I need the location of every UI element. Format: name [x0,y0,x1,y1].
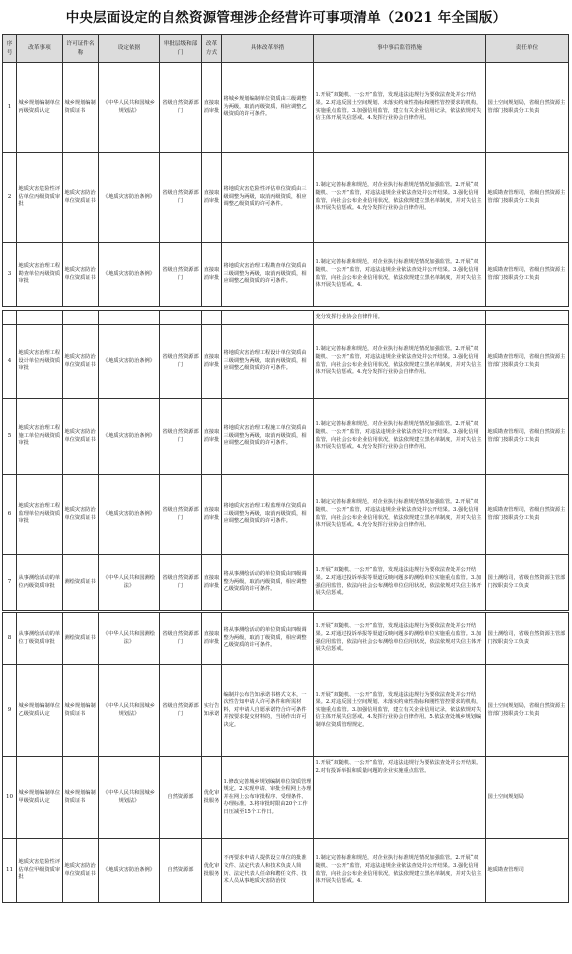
responsible-unit: 地质勘查管理司，省级自然资源主管部门按职责分工负责 [486,475,569,555]
reform-item: 从事测绘活动的单位丙级资质审批 [17,555,63,611]
header-no: 序号 [3,35,17,63]
reform-mode: 优化审批服务 [202,839,222,903]
supervision-measures: 1.制定完善标准和规范，对企业执行标准规范情况加强监管。2.开展“双随机、一公开”监管，对违法违规企业依法查处并公开结果。3.强化信用监管，向社会公布企业信用状况，依法依规建立黑名单制度，并对失信主体开展失信惩戒。4.充分发挥行业协会自律作用。 [314,475,486,555]
reform-measure: 编制并公布告知承诺书格式文本，一次性告知申请人许可条件和所需材料，对申请人自愿承诺符合许可条件并按要求提交材料的，当场作出许可决定。 [222,665,314,757]
legal-basis: 《中华人民共和国测绘法》 [99,555,160,611]
row-number: 11 [3,839,17,903]
supervision-measures: 1.制定完善标准和规范，对企业执行标准规范情况加强监管。2.开展“双随机、一公开”监管，对违法违规企业依法查处并公开结果。3.强化信用监管，向社会公布企业信用状况，依法依规建立黑名单制度，并对失信主体开展失信惩戒。4.充分发挥行业协会自律作用。 [314,153,486,243]
reform-mode: 直接取消审批 [202,243,222,307]
legal-basis: 《中华人民共和国城乡规划法》 [99,757,160,839]
header-item: 改革事项 [17,35,63,63]
table-row [3,665,569,757]
reform-measure: 不再要求申请人提供设立单位的批准文件、法定代表人和技术负责人简历、法定代表人任命和聘任文件、技术人员从事地质灾害防治技 [222,839,314,903]
responsible-unit: 地质勘查管理司，省级自然资源主管部门按职责分工负责 [486,399,569,475]
reform-mode: 直接取消审批 [202,63,222,153]
legal-basis: 《中华人民共和国城乡规划法》 [99,665,160,757]
reform-measure: 将从事测绘活动的单位资质由四级调整为两级，取消丙级资质，相应调整乙级资质的许可条件。 [222,555,314,611]
responsible-unit: 国土测绘司，省级自然资源主管部门按职责分工负责 [486,555,569,611]
reform-measure: 将城乡规划编制单位资质由三级调整为两级，取消丙级资质，相应调整乙级资质的许可条件。 [222,63,314,153]
header-supervise: 事中事后监管措施 [314,35,486,63]
approval-level: 省级自然资源部门 [160,475,202,555]
license-name: 测绘资质证书 [63,555,99,611]
reform-mode: 直接取消审批 [202,613,222,665]
approval-level: 省级自然资源部门 [160,243,202,307]
reform-measure: 将地质灾害治理工程勘查单位资质由三级调整为两级，取消丙级资质，相应调整乙级资质的许可条件。 [222,243,314,307]
table-row [3,613,569,665]
header-mode: 改革方式 [202,35,222,63]
approval-level: 省级自然资源部门 [160,613,202,665]
responsible-unit: 地质勘查管理司 [486,839,569,903]
supervision-measures: 1.开展“双随机、一公开”监管，发现违法违规行为要依法查处并公开结果。2.对通过投诉举报等渠道反映问题多的测绘单位实施重点监管。3.加强信用监管，依法向社会公布测绘单位信用状况，依法依规对失信主体开展失信惩戒。 [314,555,486,611]
table-row [3,839,569,903]
legal-basis: 《地质灾害防治条例》 [99,839,160,903]
reform-measure: 将地质灾害危险性评估单位资质由三级调整为两级，取消丙级资质，相应调整乙级资质的许可条件。 [222,153,314,243]
legal-basis: 《中华人民共和国测绘法》 [99,613,160,665]
reform-mode: 直接取消审批 [202,399,222,475]
responsible-unit: 地质勘查管理司，省级自然资源主管部门按职责分工负责 [486,243,569,307]
reform-item: 地质灾害治理工程设计单位丙级资质审批 [17,325,63,399]
header-unit: 责任单位 [486,35,569,63]
license-name: 城乡规划编制资质证书 [63,665,99,757]
reform-item: 从事测绘活动的单位丁级资质审批 [17,613,63,665]
license-name: 城乡规划编制资质证书 [63,757,99,839]
table-row [3,63,569,153]
reform-measure: 将地质灾害治理工程监理单位资质由三级调整为两级，取消丙级资质，相应调整乙级资质的许可条件。 [222,475,314,555]
license-name: 城乡规划编制资质证书 [63,63,99,153]
permit-table-section-1 [2,34,569,307]
reform-item: 城乡规划编制单位甲级资质认定 [17,757,63,839]
supervision-measures: 1.开展“双随机、一公开”监管，发现违法违规行为要依法查处并公开结果。2.对违反国土空间规划、未落实约束性指标和刚性管控要求的机构，实施重点监管。3.加强信用监管，建立有关企业信用记录，依法依规对失信主体开展失信惩戒。4.发挥行业协会自律作用。 [314,63,486,153]
row-number: 4 [3,325,17,399]
license-name: 地质灾害防治单位资质证书 [63,399,99,475]
license-name: 地质灾害防治单位资质证书 [63,243,99,307]
reform-item: 地质灾害危险性评估单位丙级资质审批 [17,153,63,243]
supervision-measures: 1.开展“双随机、一公开”监管，对违法违规行为要依法查处并公开结果。2.对有投诉举报和质量问题的企业实施重点监管。 [314,757,486,839]
responsible-unit: 地质勘查管理司，省级自然资源主管部门按职责分工负责 [486,153,569,243]
legal-basis: 《地质灾害防治条例》 [99,399,160,475]
reform-item: 地质灾害治理工程监理单位丙级资质审批 [17,475,63,555]
approval-level: 省级自然资源部门 [160,63,202,153]
responsible-unit: 国土空间规划局，省级自然资源主管部门按职责分工负责 [486,63,569,153]
license-name: 测绘资质证书 [63,613,99,665]
responsible-unit: 国土空间规划局 [486,757,569,839]
reform-measure: 将从事测绘活动的单位资质由四级调整为两级，取消丁级资质，相应调整乙级资质的许可条件。 [222,613,314,665]
approval-level: 自然资源部 [160,839,202,903]
table-row [3,475,569,555]
row-number: 10 [3,757,17,839]
table-row [3,399,569,475]
header-license: 许可证件名称 [63,35,99,63]
approval-level: 自然资源部 [160,757,202,839]
license-name: 地质灾害防治单位资质证书 [63,475,99,555]
responsible-unit: 国土测绘司，省级自然资源主管部门按职责分工负责 [486,613,569,665]
license-name: 地质灾害防治单位资质证书 [63,839,99,903]
supervision-measures: 1.开展“双随机、一公开”监管，发现违法违规行为要依法查处并公开结果。2.对通过投诉举报等渠道反映问题多的测绘单位实施重点监管。3.加强信用监管，依法向社会公布测绘单位信用状况，依法依规对失信主体开展失信惩戒。 [314,613,486,665]
reform-item: 地质灾害治理工程勘查单位丙级资质审批 [17,243,63,307]
table-row [3,153,569,243]
row-number: 6 [3,475,17,555]
supervision-measures: 1.开展“双随机、一公开”监管，发现违法违规行为要依法查处并公开结果。2.对违反国土空间规划、未落实约束性指标和刚性管控要求的机构，实施重点监管。3.加强信用监管，建立有关企业信用记录，依法依规对失信主体开展失信惩戒。4.发挥行业协会自律作用。5.依法查处城乡规划编制单位资质管理规定。 [314,665,486,757]
header-measure: 具体改革举措 [222,35,314,63]
approval-level: 省级自然资源部门 [160,555,202,611]
license-name: 地质灾害防治单位资质证书 [63,325,99,399]
permit-table-section-3 [2,612,569,903]
row-number: 9 [3,665,17,757]
supervision-measures: 1.制定完善标准和规范，对企业执行标准规范情况加强监管。2.开展“双随机、一公开”监管，对违法违规企业依法查处并公开结果。3.强化信用监管，向社会公布企业信用状况，依法依规建立黑名单制度，并对失信主体开展失信惩戒。4.充分发挥行业协会自律作用。 [314,325,486,399]
table-row [3,243,569,307]
continuation-row [3,311,569,325]
approval-level: 省级自然资源部门 [160,399,202,475]
reform-item: 城乡规划编制单位乙级资质认定 [17,665,63,757]
header-level: 审批层级和部门 [160,35,202,63]
license-name: 地质灾害防治单位资质证书 [63,153,99,243]
row-number: 5 [3,399,17,475]
table-row [3,757,569,839]
continuation-text: 充分发挥行业协会自律作用。 [314,311,486,325]
reform-mode: 优化审批服务 [202,757,222,839]
header-basis: 设定依据 [99,35,160,63]
legal-basis: 《地质灾害防治条例》 [99,475,160,555]
supervision-measures: 1.制定完善标准和规范，对企业执行标准规范情况加强监管。2.开展“双随机、一公开”监管，对违法违规企业依法查处并公开结果。3.强化信用监管，向社会公布企业信用状况，依法依规建立黑名单制度，并对失信主体开展失信惩戒。4.充分发挥行业协会自律作用。 [314,399,486,475]
reform-measure: 将地质灾害治理工程设计单位资质由三级调整为两级，取消丙级资质，相应调整乙级资质的许可条件。 [222,325,314,399]
reform-item: 城乡规划编制单位丙级资质认定 [17,63,63,153]
reform-item: 地质灾害危险性评估单位甲级资质审批 [17,839,63,903]
reform-mode: 直接取消审批 [202,325,222,399]
supervision-measures: 1.制定完善标准和规范，对企业执行标准规范情况加强监管。2.开展“双随机、一公开”监管，对违法违规企业依法查处并公开结果。3.强化信用监管，向社会公布企业信用状况，依法依规建立黑名单制度，并对失信主体开展失信惩戒。4. [314,839,486,903]
approval-level: 省级自然资源部门 [160,325,202,399]
reform-measure: 将地质灾害治理工程施工单位资质由三级调整为两级，取消丙级资质，相应调整乙级资质的许可条件。 [222,399,314,475]
reform-mode: 直接取消审批 [202,475,222,555]
row-number: 7 [3,555,17,611]
table-header-row [3,35,569,63]
legal-basis: 《中华人民共和国城乡规划法》 [99,63,160,153]
approval-level: 省级自然资源部门 [160,153,202,243]
legal-basis: 《地质灾害防治条例》 [99,243,160,307]
page-title: 中央层面设定的自然资源管理涉企经营许可事项清单（2021 年全国版） [65,10,507,26]
row-number: 2 [3,153,17,243]
row-number: 1 [3,63,17,153]
approval-level: 省级自然资源部门 [160,665,202,757]
table-row [3,555,569,611]
reform-measure: 1.修改完善城乡规划编制单位资质管理规定。2.实现申请、审批全程网上办理并在网上公布审批程序、受理条件、办理标准。3.将审批时限由20个工作日压减至15个工作日。 [222,757,314,839]
reform-item: 地质灾害治理工程施工单位丙级资质审批 [17,399,63,475]
supervision-measures: 1.制定完善标准和规范，对企业执行标准规范情况加强监管。2.开展“双随机、一公开”监管，对违法违规企业依法查处并公开结果。3.强化信用监管，向社会公布企业信用状况，依法依规建立黑名单制度，并对失信主体开展失信惩戒。4. [314,243,486,307]
row-number: 3 [3,243,17,307]
row-number: 8 [3,613,17,665]
reform-mode: 直接取消审批 [202,153,222,243]
legal-basis: 《地质灾害防治条例》 [99,153,160,243]
reform-mode: 实行告知承诺 [202,665,222,757]
permit-table-section-2 [2,310,569,611]
legal-basis: 《地质灾害防治条例》 [99,325,160,399]
reform-mode: 直接取消审批 [202,555,222,611]
responsible-unit: 国土空间规划局，省级自然资源主管部门按职责分工负责 [486,665,569,757]
responsible-unit: 地质勘查管理司，省级自然资源主管部门按职责分工负责 [486,325,569,399]
table-row [3,325,569,399]
